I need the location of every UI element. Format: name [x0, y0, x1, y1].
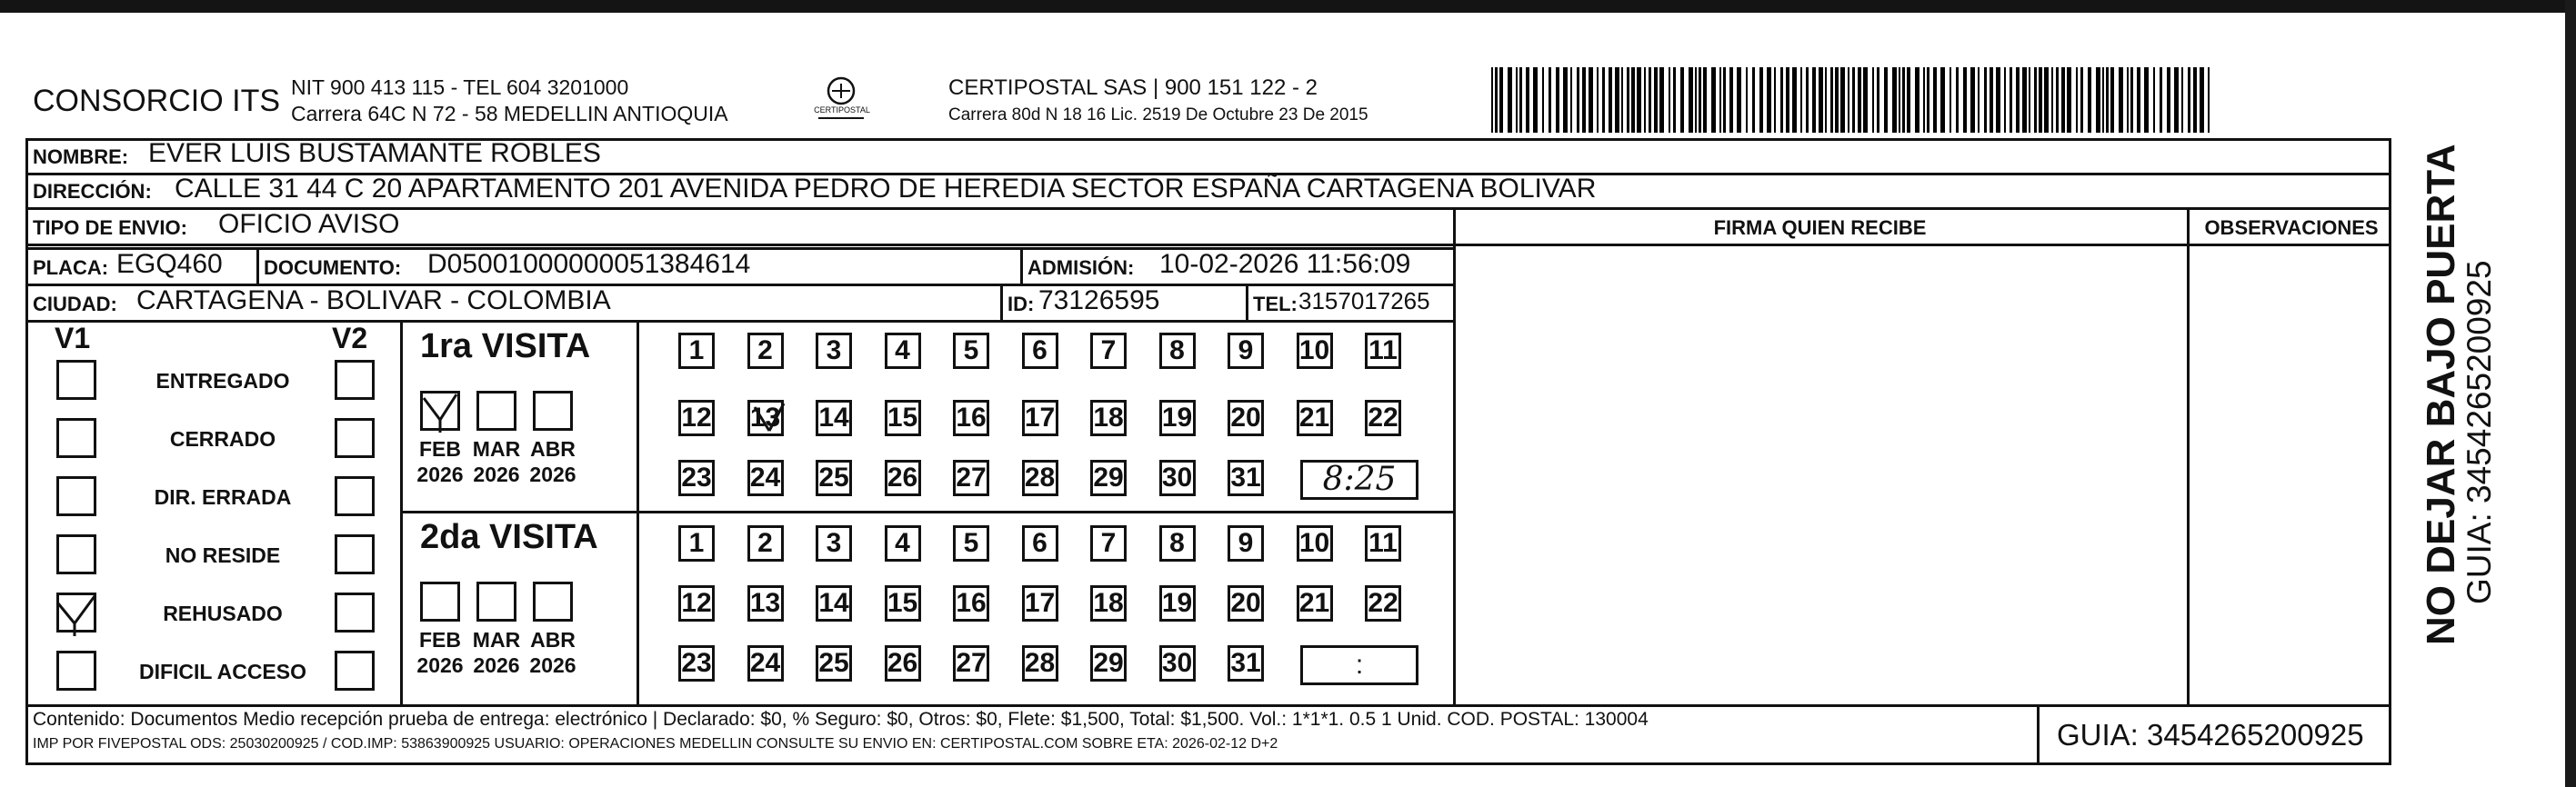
barcode-bar	[2144, 67, 2149, 133]
barcode-bar	[1570, 67, 1572, 133]
day-box[interactable]: 9	[1228, 525, 1264, 562]
placa-value: EGQ460	[116, 249, 223, 279]
barcode-bar	[1907, 67, 1910, 133]
sender-name: CONSORCIO ITS	[33, 84, 281, 118]
barcode-bar	[2076, 67, 2078, 133]
day-box[interactable]: 15	[885, 585, 921, 622]
barcode-bar	[2119, 67, 2123, 133]
barcode-bar	[2130, 67, 2133, 133]
day-box[interactable]: 10	[1297, 525, 1333, 562]
barcode-bar	[2102, 67, 2104, 133]
handwritten-day-mark	[749, 398, 791, 440]
barcode-bar	[1863, 67, 1868, 133]
side-warning: NO DEJAR BAJO PUERTA	[2419, 144, 2463, 645]
barcode-bar	[1673, 67, 1676, 133]
footer-contenido: Contenido: Documentos Medio recepción prueba de entrega: electrónico | Declarado: $0, % Seguro: $0, Otros: $0, Flete: $1,500, Total: $1,500. Vol.: 1*1*1. 0.5 1 Unid. COD. POSTAL: 130004	[33, 709, 1649, 730]
day-box[interactable]: 11	[1365, 333, 1401, 369]
col-divider	[1020, 247, 1023, 284]
col-divider	[1453, 207, 1456, 704]
month-year: 2026	[416, 653, 464, 677]
barcode-bar	[2096, 67, 2100, 133]
col-divider	[1246, 284, 1248, 320]
barcode-bar	[1563, 67, 1568, 133]
row-divider	[400, 511, 1453, 513]
documento-value: D05001000000051384614	[427, 249, 751, 279]
day-box[interactable]: 20	[1228, 585, 1264, 622]
barcode-bar	[1549, 67, 1551, 133]
day-box[interactable]: 2	[747, 525, 784, 562]
barcode-bar	[1984, 67, 1987, 133]
day-box[interactable]: 27	[953, 460, 989, 496]
barcode-bar	[1759, 67, 1763, 133]
barcode-bar	[1609, 67, 1612, 133]
direccion-label: DIRECCIÓN:	[33, 180, 152, 203]
v1-checkbox[interactable]	[56, 651, 96, 691]
barcode-bar	[2160, 67, 2162, 133]
day-box[interactable]: 31	[1228, 460, 1264, 496]
tipo-envio-label: TIPO DE ENVIO:	[33, 216, 187, 239]
day-box[interactable]: 28	[1022, 645, 1058, 682]
documento-label: DOCUMENTO:	[264, 256, 402, 279]
second-visit-title: 2da VISITA	[420, 518, 598, 556]
barcode-bar	[1644, 67, 1646, 133]
barcode-bar	[1996, 67, 2000, 133]
barcode-bar	[1950, 67, 1951, 133]
month-label: FEB	[419, 628, 461, 652]
barcode-bar	[2188, 67, 2190, 133]
barcode-bar	[2004, 67, 2006, 133]
col-divider	[256, 247, 259, 284]
day-box[interactable]: 4	[885, 525, 921, 562]
row-divider	[25, 244, 2391, 246]
barcode-bar	[1848, 67, 1849, 133]
observaciones-header: OBSERVACIONES	[2204, 216, 2379, 239]
month-checkbox[interactable]	[476, 582, 516, 622]
barcode-bar	[1956, 67, 1959, 133]
barcode-bar	[2110, 67, 2114, 133]
barcode-bar	[1669, 67, 1670, 133]
barcode-bar	[2022, 67, 2027, 133]
day-box[interactable]: 5	[953, 333, 989, 369]
barcode-bar	[1819, 67, 1823, 133]
barcode-bar	[1872, 67, 1874, 133]
barcode-bar	[1780, 67, 1783, 133]
barcode-bar	[1990, 67, 1993, 133]
barcode-bar	[1729, 67, 1733, 133]
day-box[interactable]: 29	[1090, 645, 1127, 682]
barcode-bar	[2181, 67, 2183, 133]
barcode-bar	[1508, 67, 1512, 133]
barcode-bar	[2153, 67, 2155, 133]
barcode-bar	[2137, 67, 2140, 133]
month-year: 2026	[529, 463, 576, 486]
v1-checkbox[interactable]	[56, 476, 96, 516]
barcode-bar	[1737, 67, 1741, 133]
side-guia: GUIA: 3454265200925	[2461, 260, 2498, 604]
day-box[interactable]: 1	[678, 333, 715, 369]
v2-checkbox[interactable]	[335, 476, 375, 516]
day-box[interactable]: 25	[816, 645, 852, 682]
barcode-bar	[1923, 67, 1925, 133]
day-box[interactable]: 12	[678, 400, 715, 436]
day-box[interactable]: 29	[1090, 460, 1127, 496]
nombre-value: EVER LUIS BUSTAMANTE ROBLES	[148, 138, 601, 168]
nombre-label: NOMBRE:	[33, 145, 129, 168]
barcode-bar	[1933, 67, 1937, 133]
sender-address: Carrera 64C N 72 - 58 MEDELLIN ANTIOQUIA	[291, 102, 728, 125]
month-year: 2026	[473, 463, 520, 486]
footer-guia: GUIA: 3454265200925	[2057, 718, 2364, 752]
barcode-bar	[2044, 67, 2049, 133]
barcode-bar	[1602, 67, 1605, 133]
month-label: MAR	[472, 628, 521, 652]
barcode-bar	[2200, 67, 2204, 133]
barcode-bar	[1767, 67, 1771, 133]
barcode-bar	[1615, 67, 1619, 133]
barcode-bar	[2051, 67, 2053, 133]
day-box[interactable]: 19	[1159, 400, 1196, 436]
barcode-bar	[2167, 67, 2170, 133]
day-box[interactable]: 3	[816, 525, 852, 562]
day-box[interactable]: 15	[885, 400, 921, 436]
barcode-bar	[1719, 67, 1721, 133]
month-year: 2026	[529, 653, 576, 677]
day-box[interactable]: 26	[885, 645, 921, 682]
barcode-bar	[1752, 67, 1755, 133]
day-box[interactable]: 7	[1090, 525, 1127, 562]
barcode-bar	[1542, 67, 1544, 133]
status-option-label: REHUSADO	[163, 602, 283, 625]
ciudad-label: CIUDAD:	[33, 293, 117, 315]
barcode-bar	[1695, 67, 1697, 133]
day-box[interactable]: 12	[678, 585, 715, 622]
first-visit-title: 1ra VISITA	[420, 327, 591, 365]
ciudad-value: CARTAGENA - BOLIVAR - COLOMBIA	[136, 285, 611, 315]
barcode-bar	[1491, 67, 1493, 133]
footer-imp: IMP POR FIVEPOSTAL ODS: 25030200925 / COD.IMP: 53863900925 USUARIO: OPERACIONES MEDELLIN CONSULTE SU ENVIO EN: CERTIPOSTAL.COM SOBRE ETA: 2026-02-12 D+2	[33, 736, 1278, 752]
barcode-bar	[1723, 67, 1726, 133]
barcode-bar	[1597, 67, 1599, 133]
carrier-license: Carrera 80d N 18 16 Lic. 2519 De Octubre 23 De 2015	[948, 105, 1368, 125]
day-box[interactable]: 25	[816, 460, 852, 496]
barcode-bar	[2067, 67, 2071, 133]
col-divider	[2037, 704, 2040, 765]
day-box[interactable]: 18	[1090, 400, 1127, 436]
barcode-bar	[1902, 67, 1905, 133]
barcode-bar	[1940, 67, 1945, 133]
barcode-bar	[1786, 67, 1789, 133]
barcode-bar	[1689, 67, 1693, 133]
status-option-label: DIFICIL ACCESO	[138, 660, 306, 683]
day-box[interactable]: 13	[747, 400, 784, 436]
v1-checkbox[interactable]	[56, 418, 96, 458]
v2-checkbox[interactable]	[335, 360, 375, 400]
barcode-bar	[2061, 67, 2065, 133]
status-option-label: ENTREGADO	[155, 369, 290, 393]
tel-value: 3157017265	[1298, 287, 1430, 314]
barcode-bar	[1654, 67, 1658, 133]
sender-nit: NIT 900 413 115 - TEL 604 3201000	[291, 75, 629, 99]
barcode-bar	[1631, 67, 1635, 133]
day-box[interactable]: 23	[678, 645, 715, 682]
barcode-bar	[1877, 67, 1879, 133]
barcode-bar	[2010, 67, 2012, 133]
barcode-bar	[1533, 67, 1538, 133]
barcode-bar	[2174, 67, 2179, 133]
firma-header: FIRMA QUIEN RECIBE	[1713, 216, 1927, 239]
month-label: MAR	[472, 437, 521, 461]
v2-checkbox[interactable]	[335, 534, 375, 574]
day-box[interactable]: 18	[1090, 585, 1127, 622]
day-box[interactable]: 16	[953, 400, 989, 436]
month-label: FEB	[419, 437, 461, 461]
v2-checkbox[interactable]	[335, 593, 375, 633]
barcode-bar	[1711, 67, 1716, 133]
id-label: ID:	[1007, 293, 1035, 315]
month-checkbox[interactable]	[533, 391, 573, 431]
placa-label: PLACA:	[33, 256, 109, 279]
barcode-bar	[1621, 67, 1623, 133]
day-box[interactable]: 17	[1022, 400, 1058, 436]
right-scan-border	[2565, 0, 2576, 787]
day-box[interactable]: 11	[1365, 525, 1401, 562]
day-box[interactable]: 13	[747, 585, 784, 622]
day-box[interactable]: 30	[1159, 645, 1196, 682]
barcode	[1491, 67, 2219, 133]
first-visit-time[interactable]: 8:25	[1300, 460, 1418, 500]
day-box[interactable]: 23	[678, 460, 715, 496]
day-box[interactable]: 7	[1090, 333, 1127, 369]
day-box[interactable]: 31	[1228, 645, 1264, 682]
day-box[interactable]: 9	[1228, 333, 1264, 369]
barcode-bar	[2127, 67, 2129, 133]
day-box[interactable]: 8	[1159, 333, 1196, 369]
barcode-bar	[2193, 67, 2197, 133]
barcode-bar	[2088, 67, 2091, 133]
day-box[interactable]: 22	[1365, 585, 1401, 622]
barcode-bar	[2080, 67, 2083, 133]
barcode-bar	[1699, 67, 1701, 133]
barcode-bar	[1637, 67, 1641, 133]
barcode-bar	[1746, 67, 1748, 133]
direccion-value: CALLE 31 44 C 20 APARTAMENTO 201 AVENIDA PEDRO DE HEREDIA SECTOR ESPAÑA CARTAGENA BOLIVAR	[175, 174, 1597, 204]
admision-value: 10-02-2026 11:56:09	[1159, 249, 1411, 279]
day-box[interactable]: 2	[747, 333, 784, 369]
day-box[interactable]: 27	[953, 645, 989, 682]
barcode-bar	[1519, 67, 1522, 133]
day-box[interactable]: 14	[816, 585, 852, 622]
row-divider	[25, 320, 1453, 323]
v1-checkbox[interactable]	[56, 360, 96, 400]
logo-text: CERTIPOSTAL	[814, 105, 870, 115]
day-box[interactable]: 14	[816, 400, 852, 436]
barcode-bar	[2029, 67, 2030, 133]
status-option-label: NO RESIDE	[165, 543, 281, 567]
month-checkbox[interactable]	[476, 391, 516, 431]
tipo-envio-value: OFICIO AVISO	[218, 209, 400, 239]
certipostal-logo-icon	[809, 71, 873, 125]
day-box[interactable]: 20	[1228, 400, 1264, 436]
month-checkbox[interactable]	[533, 582, 573, 622]
day-box[interactable]: 3	[816, 333, 852, 369]
barcode-bar	[1830, 67, 1833, 133]
barcode-bar	[1556, 67, 1559, 133]
barcode-bar	[1825, 67, 1827, 133]
barcode-bar	[2208, 67, 2210, 133]
day-box[interactable]: 10	[1297, 333, 1333, 369]
barcode-bar	[1495, 67, 1498, 133]
day-box[interactable]: 24	[747, 645, 784, 682]
day-box[interactable]: 1	[678, 525, 715, 562]
barcode-bar	[1680, 67, 1684, 133]
barcode-bar	[1840, 67, 1845, 133]
day-box[interactable]: 8	[1159, 525, 1196, 562]
barcode-bar	[2106, 67, 2109, 133]
barcode-bar	[1884, 67, 1888, 133]
status-option-label: CERRADO	[169, 427, 276, 451]
barcode-bar	[1978, 67, 1980, 133]
barcode-bar	[1806, 67, 1809, 133]
barcode-bar	[2034, 67, 2037, 133]
barcode-bar	[1659, 67, 1664, 133]
day-box[interactable]: 6	[1022, 333, 1058, 369]
barcode-bar	[1927, 67, 1929, 133]
day-box[interactable]: 22	[1365, 400, 1401, 436]
barcode-bar	[1812, 67, 1816, 133]
day-box[interactable]: 24	[747, 460, 784, 496]
day-box[interactable]: 4	[885, 333, 921, 369]
col-divider	[2187, 207, 2190, 704]
day-box[interactable]: 5	[953, 525, 989, 562]
barcode-bar	[1703, 67, 1707, 133]
barcode-bar	[1852, 67, 1855, 133]
day-box[interactable]: 19	[1159, 585, 1196, 622]
barcode-bar	[1649, 67, 1651, 133]
barcode-bar	[1858, 67, 1861, 133]
barcode-bar	[1577, 67, 1579, 133]
v2-label: V2	[332, 322, 368, 354]
handwritten-status-check	[55, 593, 98, 636]
month-year: 2026	[416, 463, 464, 486]
day-box[interactable]: 16	[953, 585, 989, 622]
status-option-label: DIR. ERRADA	[154, 485, 292, 509]
month-year: 2026	[473, 653, 520, 677]
month-label: ABR	[530, 437, 576, 461]
month-label: ABR	[530, 628, 576, 652]
barcode-bar	[1774, 67, 1776, 133]
v1-checkbox[interactable]	[56, 534, 96, 574]
barcode-bar	[1526, 67, 1529, 133]
barcode-bar	[1963, 67, 1967, 133]
day-box[interactable]: 21	[1297, 400, 1333, 436]
barcode-bar	[1582, 67, 1586, 133]
barcode-bar	[1792, 67, 1797, 133]
barcode-bar	[1800, 67, 1802, 133]
barcode-bar	[2056, 67, 2059, 133]
day-box[interactable]: 6	[1022, 525, 1058, 562]
barcode-bar	[1516, 67, 1518, 133]
barcode-bar	[1899, 67, 1900, 133]
tel-label: TEL:	[1253, 293, 1298, 315]
carrier-logo	[809, 71, 873, 125]
barcode-bar	[1627, 67, 1629, 133]
id-value: 73126595	[1038, 285, 1160, 315]
barcode-bar	[2039, 67, 2042, 133]
day-box[interactable]: 21	[1297, 585, 1333, 622]
barcode-bar	[1589, 67, 1593, 133]
day-box[interactable]: 30	[1159, 460, 1196, 496]
col-divider	[1000, 284, 1003, 320]
barcode-bar	[1835, 67, 1839, 133]
top-scan-border	[0, 0, 2576, 13]
day-box[interactable]: 26	[885, 460, 921, 496]
admision-label: ADMISIÓN:	[1027, 256, 1135, 279]
barcode-bar	[1970, 67, 1975, 133]
handwritten-month-check	[420, 391, 462, 433]
v2-checkbox[interactable]	[335, 418, 375, 458]
carrier-name: CERTIPOSTAL SAS | 900 151 122 - 2	[948, 75, 1318, 100]
barcode-bar	[2016, 67, 2020, 133]
second-visit-time[interactable]: :	[1300, 645, 1418, 685]
barcode-bar	[1499, 67, 1503, 133]
v2-checkbox[interactable]	[335, 651, 375, 691]
month-checkbox[interactable]	[420, 582, 460, 622]
barcode-bar	[1892, 67, 1897, 133]
day-box[interactable]: 28	[1022, 460, 1058, 496]
barcode-bar	[1915, 67, 1919, 133]
day-box[interactable]: 17	[1022, 585, 1058, 622]
v1-label: V1	[55, 322, 91, 354]
